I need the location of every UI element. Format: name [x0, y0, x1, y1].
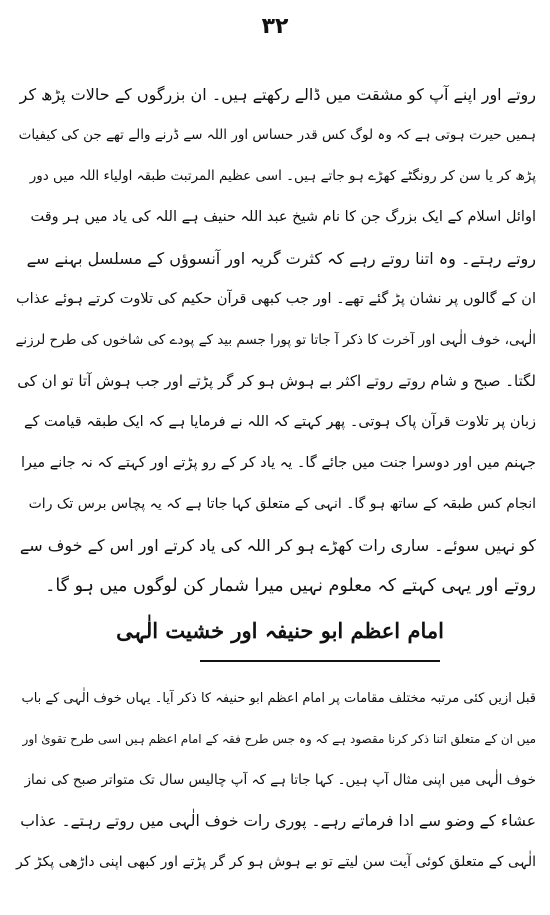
text-line: پڑھ کر یا سن کر رونگٹے کھڑے ہو جاتے ہیں۔ اسی عظیم المرتبت طبقہ اولیاء اللہ میں دور: [29, 168, 536, 184]
text-line: زبان پر تلاوت قرآن پاک ہوتی۔ پھر کہتے کہ اللہ نے فرمایا ہے کہ ایک طبقہ قیامت کے: [23, 414, 536, 430]
text-line: الٰہی کے متعلق کوئی آیت سن لیتے تو بے ہوش ہو کر گر پڑتے اور کبھی اپنی داڑھی پکڑ کر: [15, 854, 536, 870]
heading-underline: [200, 660, 440, 662]
text-line: ان کے گالوں پر نشان پڑ گئے تھے۔ اور جب کبھی قرآن حکیم کی تلاوت کرتے ہوئے عذاب: [15, 291, 536, 307]
text-line: الٰہی، خوف الٰہی اور آخرت کا ذکر آ جاتا تو پورا جسم بید کے پودے کی شاخوں کی طرح لرزنے: [15, 332, 536, 348]
text-line: اوائل اسلام کے ایک بزرگ جن کا نام شیخ عبد اللہ حنیف ہے اللہ کی یاد میں ہر وقت: [30, 209, 536, 225]
section-heading: امام اعظم ابو حنیفہ اور خشیت الٰہی: [116, 618, 444, 643]
paragraph-intro: [14, 74, 536, 607]
text-line: خوف الٰہی میں اپنی مثال آپ ہیں۔ کہا جاتا ہے کہ آپ چالیس سال تک متواتر صبح کی نماز: [24, 772, 536, 788]
text-line: انجام کس طبقہ کے ساتھ ہو گا۔ انہی کے متعلق کہا جاتا ہے کہ یہ پچاس برس تک رات: [28, 496, 536, 512]
text-line: روتے اور یہی کہتے کہ معلوم نہیں میرا شمار کن لوگوں میں ہو گا۔: [45, 576, 536, 596]
text-line: ہمیں حیرت ہوتی ہے کہ وہ لوگ کس قدر حساس اور اللہ سے ڈرنے والے تھے جن کی کیفیات: [18, 127, 536, 143]
text-line: جہنم میں اور دوسرا جنت میں جائے گا۔ یہ یاد کر کے رو پڑتے اور کہتے کہ نہ جانے میرا: [20, 455, 536, 471]
text-line: روتے رہتے۔ وہ اتنا روتے رہے کہ کثرت گریہ اور آنسوؤں کے مسلسل بہنے سے: [26, 249, 536, 268]
paragraph-abu-hanifa: [14, 678, 536, 883]
text-line: لگتا۔ صبح و شام روتے روتے اکثر بے ہوش ہو کر گر پڑتے اور جب ہوش آتا تو ان کی: [17, 372, 536, 390]
text-line: قبل ازیں کئی مرتبہ مختلف مقامات پر امام اعظم ابو حنیفہ کا ذکر آیا۔ یہاں خوف الٰہی کے باب: [21, 691, 536, 706]
text-line: روتے اور اپنے آپ کو مشقت میں ڈالے رکھتے ہیں۔ ان بزرگوں کے حالات پڑھ کر: [19, 85, 536, 104]
page-number: ۳۲: [261, 14, 289, 39]
text-line: کو نہیں سوئے۔ ساری رات کھڑے ہو کر اللہ کی یاد کرتے اور اس کے خوف سے: [19, 536, 536, 555]
text-line: عشاء کے وضو سے ادا فرماتے رہے۔ پوری رات خوف الٰہی میں روتے رہتے۔ عذاب: [20, 812, 536, 830]
text-line: میں ان کے متعلق اتنا ذکر کرنا مقصود ہے کہ وہ جس طرح فقہ کے امام اعظم ہیں اسی طرح تقویٰ اور: [22, 732, 536, 746]
